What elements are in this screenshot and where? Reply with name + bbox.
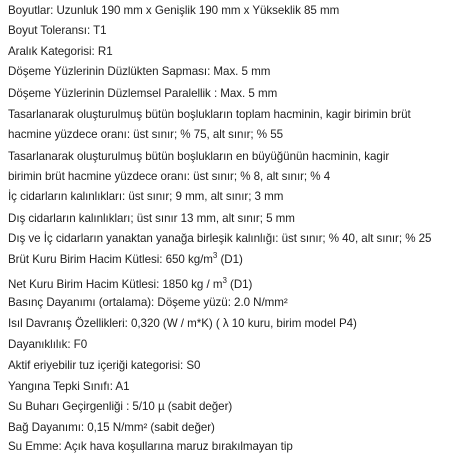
total-void-ratio-line-2: hacmine yüzdece oranı: üst sınır; % 75, alt sınır; % 55 [8,128,283,141]
durability-line: Dayanıklılık: F0 [8,338,88,351]
total-void-ratio-line-1: Tasarlanarak oluşturulmuş bütün boşlukların toplam hacminin, kagir birimin brüt [8,108,411,121]
largest-void-ratio-line-2: birimin brüt hacmine yüzdece oranı: üst sınır; % 8, alt sınır; % 4 [8,170,331,183]
net-dry-density-class: (D1) [226,278,253,291]
gross-dry-density-line [8,251,243,268]
gross-dry-density-exponent: 3 [212,251,218,260]
net-dry-density-line [8,276,252,293]
flatness-deviation-line: Döşeme Yüzlerinin Düzlükten Sapması: Max. 5 mm [8,65,271,78]
net-dry-density-text: Net Kuru Birim Hacim Kütlesi: 1850 kg / m [8,278,223,291]
vapour-permeability-line: Su Buharı Geçirgenliği : 5/10 µ (sabit değer) [8,400,233,413]
combined-thickness-line: Dış ve İç cidarların yanaktan yanağa birleşik kalınlığı: üst sınır; % 40, alt sınır; % 25 [8,232,432,245]
net-dry-density-exponent: 3 [222,276,227,285]
inner-wall-thickness-line: İç cidarların kalınlıkları: üst sınır; 9 mm, alt sınır; 3 mm [8,190,284,203]
gross-dry-density-text: Brüt Kuru Birim Hacim Kütlesi: 650 kg/m [8,253,213,266]
fire-reaction-line: Yangına Tepki Sınıfı: A1 [8,380,130,393]
outer-wall-thickness-line: Dış cidarların kalınlıkları; üst sınır 13 mm, alt sınır; 5 mm [8,212,295,225]
dimension-tolerance-line: Boyut Toleransı: T1 [8,24,107,37]
water-absorption-line: Su Emme: Açık hava koşullarına maruz bırakılmayan tip [8,440,293,453]
dimensions-line: Boyutlar: Uzunluk 190 mm x Genişlik 190 mm x Yükseklik 85 mm [8,4,340,17]
thermal-properties-line: Isıl Davranış Özellikleri: 0,320 (W / m*K) ( λ 10 kuru, birim model P4) [8,317,357,330]
bond-strength-line: Bağ Dayanımı: 0,15 N/mm² (sabit değer) [8,421,215,434]
plane-parallelism-line: Döşeme Yüzlerinin Düzlemsel Paralellik : Max. 5 mm [8,87,278,100]
largest-void-ratio-line-1: Tasarlanarak oluşturulmuş bütün boşlukların en büyüğünün hacminin, kagir [8,150,390,163]
active-salt-content-line: Aktif eriyebilir tuz içeriği kategorisi: S0 [8,359,201,372]
gross-dry-density-class: (D1) [217,253,243,266]
compressive-strength-line: Basınç Dayanımı (ortalama): Döşeme yüzü: 2.0 N/mm² [8,296,288,309]
range-category-line: Aralık Kategorisi: R1 [8,45,113,58]
